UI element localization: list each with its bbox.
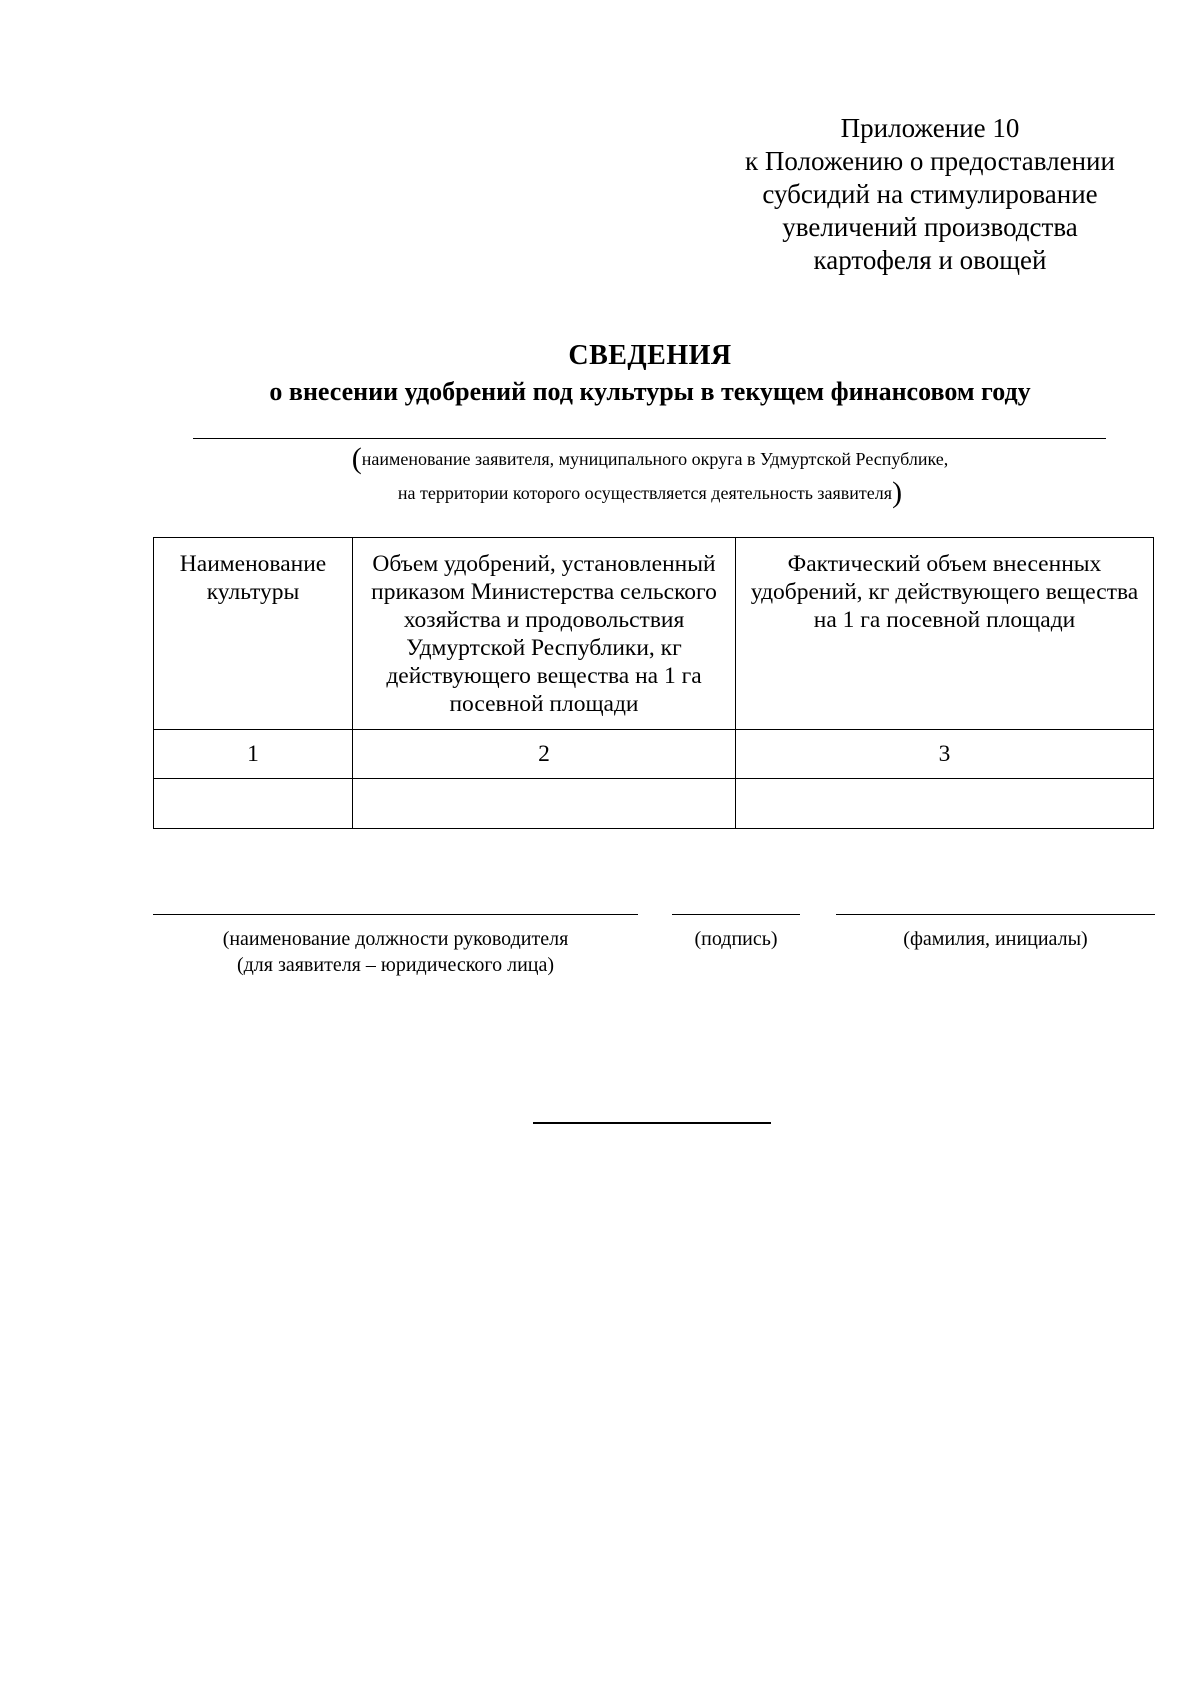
applicant-note-line1: наименование заявителя, муниципального округа в Удмуртской Республике, [361, 449, 949, 469]
applicant-name-line[interactable] [193, 438, 1106, 439]
column-number: 1 [154, 730, 353, 779]
appendix-line: картофеля и овощей [813, 245, 1047, 275]
signature-line[interactable] [672, 914, 800, 915]
applicant-note-line2: на территории которого осуществляется деятельность заявителя [397, 483, 893, 503]
table-cell-actual-volume[interactable] [736, 779, 1154, 829]
table-header-row [154, 538, 1154, 730]
table-cell-crop[interactable] [154, 779, 353, 829]
applicant-note: (наименование заявителя, муниципального округа в Удмуртской Республике, на территории которого осуществляется деятельность заявителя) [351, 442, 949, 509]
column-number: 2 [353, 730, 736, 779]
column-header-crop: Наименование культуры [154, 538, 353, 730]
appendix-line: субсидий на стимулирование [762, 179, 1098, 209]
appendix-line: увеличений производства [782, 212, 1078, 242]
document-title: СВЕДЕНИЯ [568, 340, 732, 371]
table-row [154, 779, 1154, 829]
name-signature-line[interactable] [836, 914, 1155, 915]
appendix-header [700, 112, 1160, 277]
position-caption-line1: (наименование должности руководителя [222, 928, 569, 950]
column-number: 3 [736, 730, 1154, 779]
document-subtitle: о внесении удобрений под культуры в текущем финансовом году [269, 377, 1031, 406]
name-caption: (фамилия, инициалы) [903, 928, 1088, 950]
position-caption [153, 926, 638, 978]
appendix-line: к Положению о предоставлении [745, 146, 1115, 176]
table-cell-norm-volume[interactable] [353, 779, 736, 829]
appendix-line: Приложение 10 [840, 113, 1020, 143]
position-signature-line[interactable] [153, 914, 638, 915]
column-header-norm-volume: Объем удобрений, установленный приказом Министерства сельского хозяйства и продовольствия Удмуртской Республики, кг действующего вещества на 1 га посевной площади [353, 538, 736, 730]
closing-rule [533, 1122, 771, 1124]
column-number-row [154, 730, 1154, 779]
column-header-actual-volume: Фактический объем внесенных удобрений, кг действующего вещества на 1 га посевной площади [736, 538, 1154, 730]
signature-caption: (подпись) [694, 928, 778, 950]
fertilizer-table [153, 537, 1154, 829]
position-caption-line2: (для заявителя – юридического лица) [236, 954, 555, 976]
